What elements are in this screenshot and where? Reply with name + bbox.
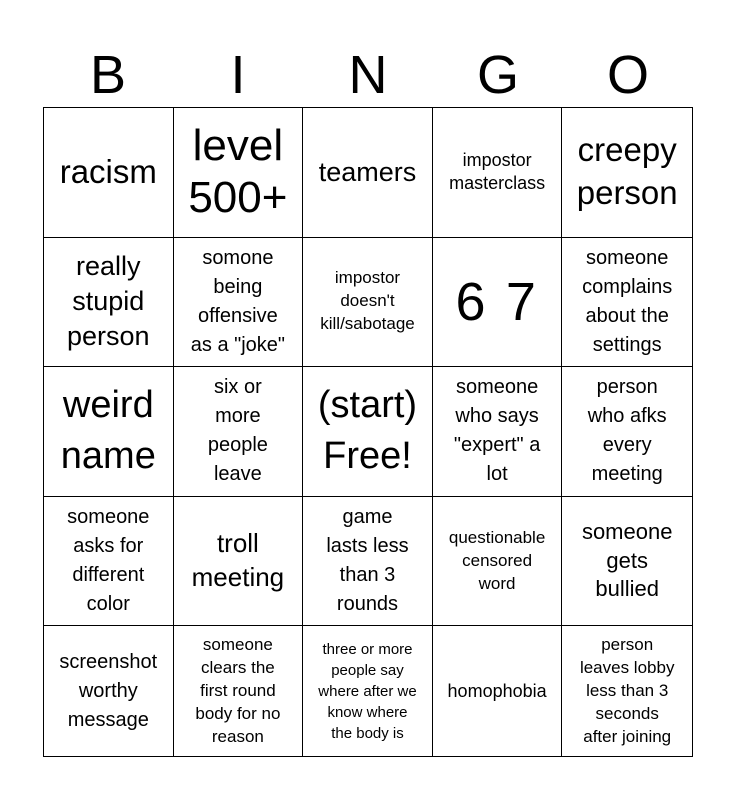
bingo-cell-r2c3[interactable] — [303, 238, 433, 368]
cell-text: racism — [59, 152, 157, 190]
cell-text: creepy person — [576, 131, 678, 212]
bingo-cell-r4c4[interactable] — [433, 497, 563, 627]
bingo-cell-r3c5[interactable] — [562, 367, 692, 497]
header-letter-i: I — [230, 45, 246, 105]
cell-text: game lasts less than 3 rounds — [326, 506, 409, 616]
cell-text: weird name — [60, 383, 156, 478]
bingo-cell-r3c4[interactable] — [433, 367, 563, 497]
cell-text: really stupid person — [67, 251, 150, 352]
bingo-cell-r4c3[interactable] — [303, 497, 433, 627]
cell-text: impostor doesn't kill/sabotage — [320, 268, 415, 334]
header-letter-n: N — [348, 45, 388, 105]
cell-text: level 500+ — [188, 120, 288, 223]
bingo-cell-r3c2[interactable] — [174, 367, 304, 497]
bingo-cell-r3c3[interactable] — [303, 367, 433, 497]
bingo-cell-r4c1[interactable] — [44, 497, 174, 627]
cell-text: teamers — [318, 156, 417, 187]
cell-text: someone who says "expert" a lot — [453, 376, 541, 486]
bingo-cell-r4c2[interactable] — [174, 497, 304, 627]
cell-text: six or more people leave — [207, 376, 268, 486]
bingo-cell-r2c5[interactable] — [562, 238, 692, 368]
cell-text: someone clears the first round body for no reason — [195, 634, 281, 746]
header-letter-g: G — [476, 45, 519, 105]
cell-text: 6 7 — [455, 271, 539, 332]
bingo-cell-r1c2[interactable] — [174, 108, 304, 238]
cell-text: person leaves lobby less than 3 seconds after joining — [579, 634, 675, 746]
cell-text: impostor masterclass — [449, 149, 546, 194]
cell-text: three or more people say where after we know where the body is — [318, 640, 417, 742]
cell-text: someone asks for different color — [67, 506, 150, 616]
bingo-cell-r1c4[interactable] — [433, 108, 563, 238]
cell-text: homophobia — [447, 680, 547, 701]
cell-text: person who afks every meeting — [587, 376, 667, 486]
header-letter-o: O — [606, 45, 649, 105]
bingo-cell-r1c1[interactable] — [44, 108, 174, 238]
bingo-cell-r2c1[interactable] — [44, 238, 174, 368]
bingo-board — [43, 107, 693, 757]
bingo-cell-r5c3[interactable] — [303, 626, 433, 756]
bingo-cell-r4c5[interactable] — [562, 497, 692, 627]
bingo-cell-r5c2[interactable] — [174, 626, 304, 756]
cell-text: questionable censored word — [448, 527, 546, 593]
header-letter-b: B — [89, 45, 127, 105]
bingo-header — [43, 44, 693, 106]
bingo-cell-r2c2[interactable] — [174, 238, 304, 368]
bingo-cell-r1c5[interactable] — [562, 108, 692, 238]
free-space-text: (start) Free! — [317, 383, 418, 478]
bingo-cell-r3c1[interactable] — [44, 367, 174, 497]
bingo-cell-r5c4[interactable] — [433, 626, 563, 756]
cell-text: someone complains about the settings — [582, 246, 673, 356]
cell-text: troll meeting — [191, 528, 285, 593]
cell-text: someone gets bullied — [581, 519, 673, 602]
cell-text: screenshot worthy message — [59, 650, 158, 731]
bingo-cell-r5c5[interactable] — [562, 626, 692, 756]
bingo-cell-r1c3[interactable] — [303, 108, 433, 238]
bingo-cell-r5c1[interactable] — [44, 626, 174, 756]
bingo-cell-r2c4[interactable] — [433, 238, 563, 368]
cell-text: somone being offensive as a "joke" — [190, 246, 286, 356]
